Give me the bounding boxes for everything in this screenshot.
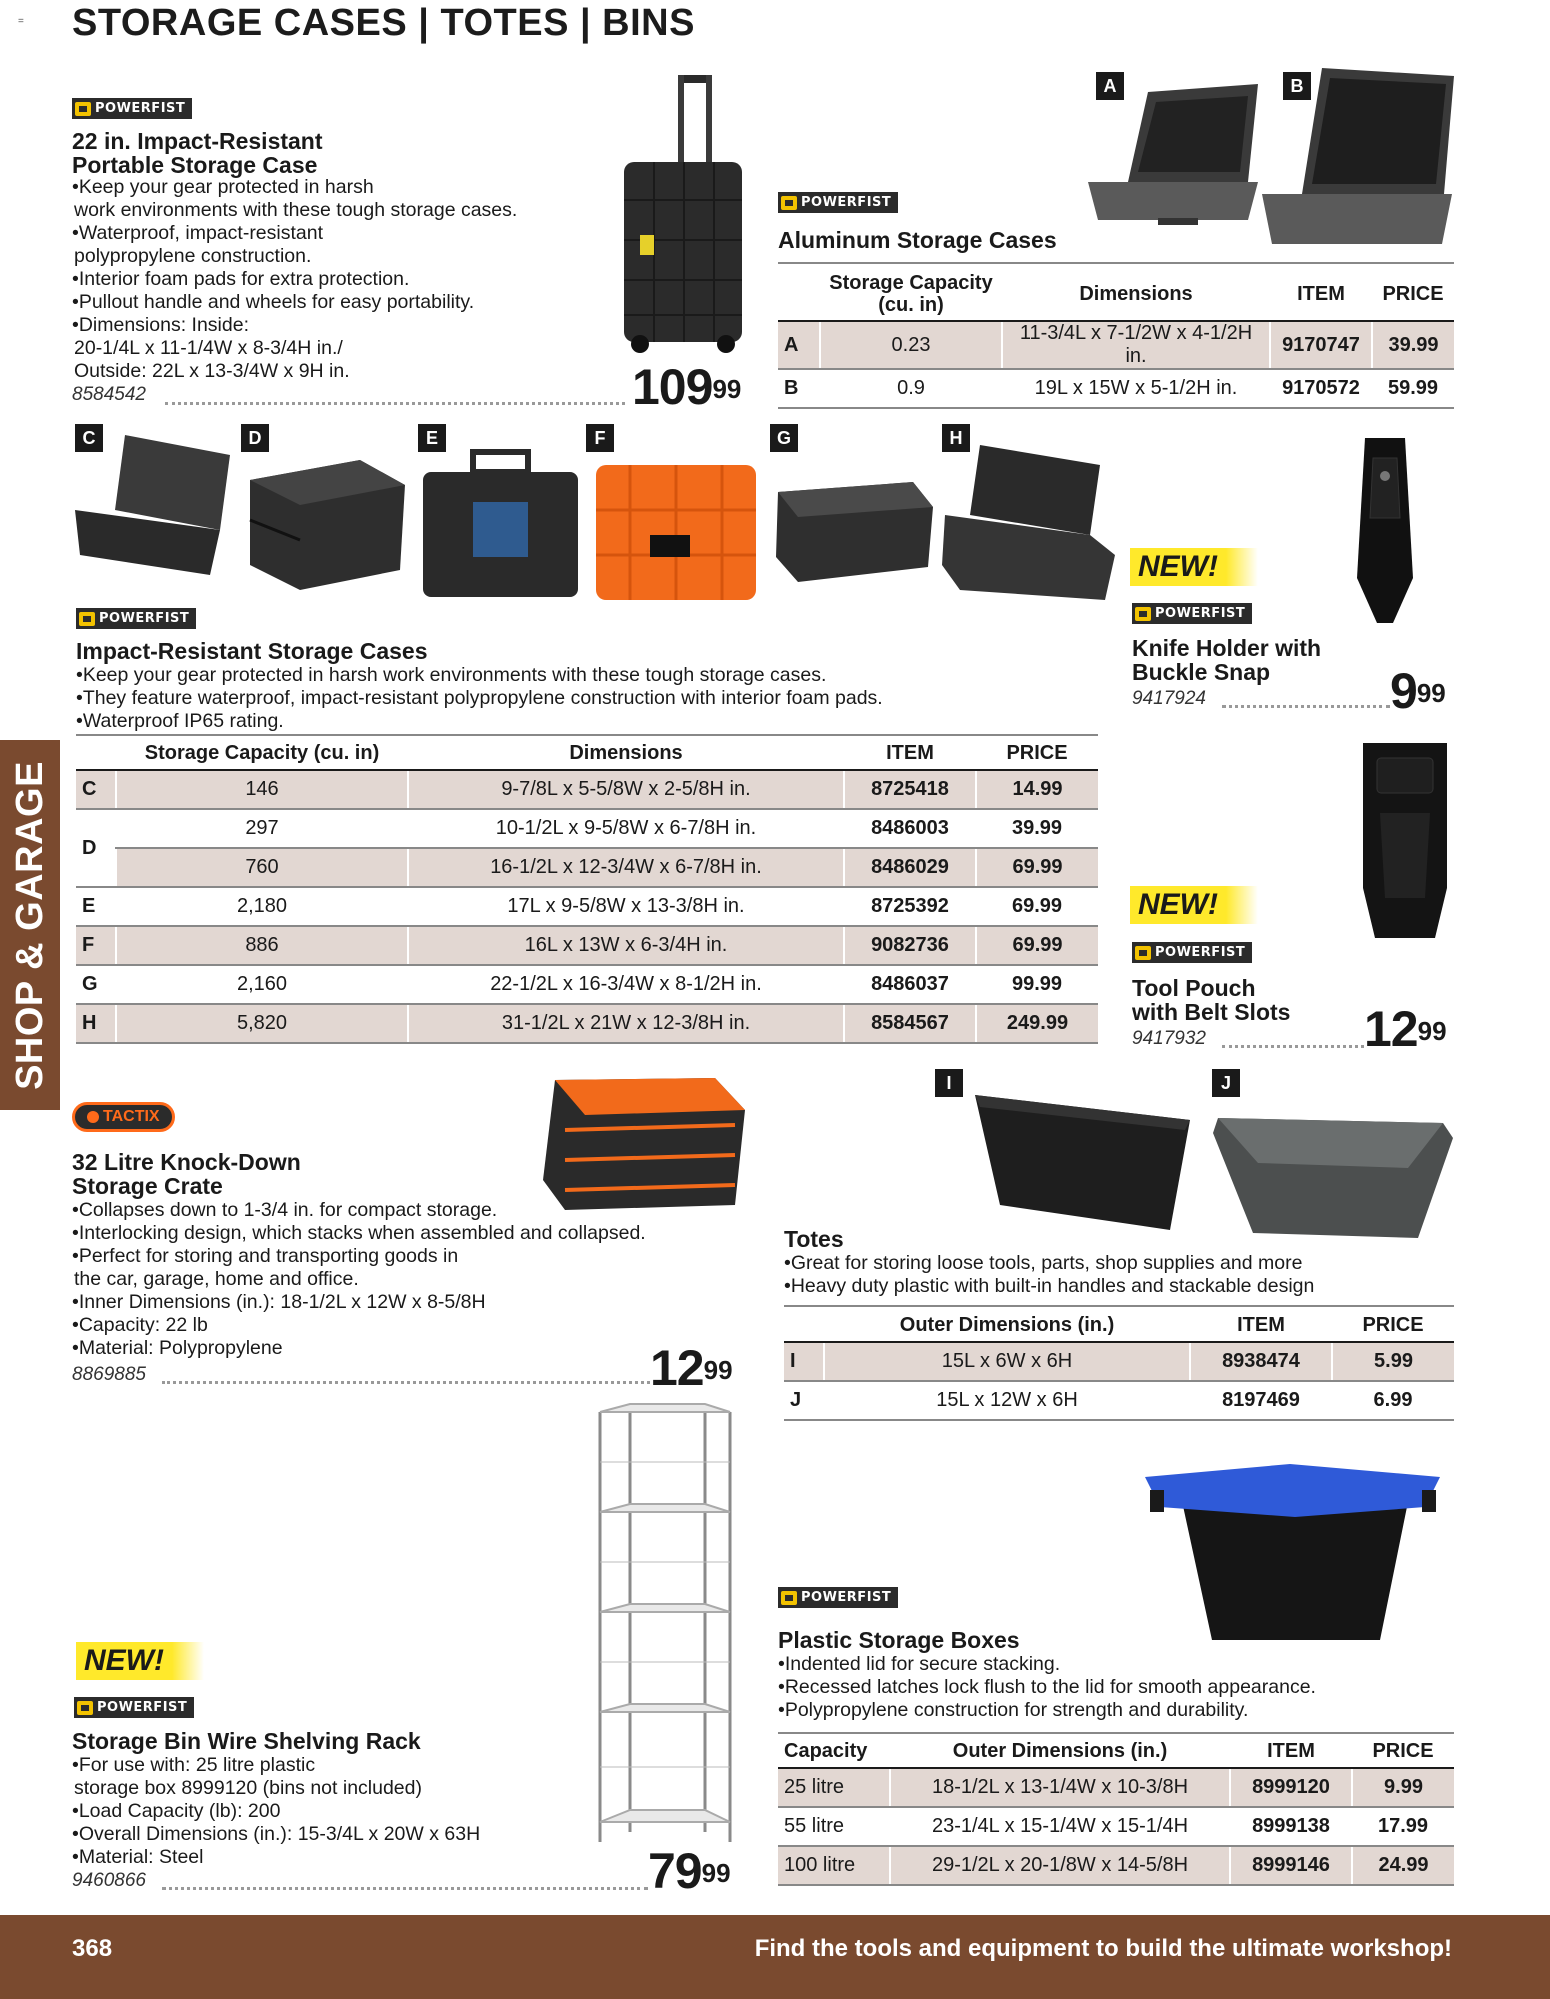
col-price: PRICE xyxy=(1332,1310,1454,1342)
table-row: G 2,160 22-1/2L x 16-3/4W x 8-1/2H in. 8486037 99.99 xyxy=(76,965,1098,1004)
col-price: PRICE xyxy=(1372,268,1454,321)
divider xyxy=(76,734,1098,736)
table-row: D 297 10-1/2L x 9-5/8W x 6-7/8H in. 8486003 39.99 xyxy=(76,809,1098,848)
rack-price: $79^{99}$ xyxy=(648,1843,731,1899)
boxes-table xyxy=(778,1736,1454,1886)
corner-mark: = xyxy=(18,16,24,27)
rack-bullets: •For use with: 25 litre plastic storage box 8999120 (bins not included) •Load Capacity (lb): 200 •Overall Dimensions (in.): 15-3/4L x 20W x 63H •Material: Steel xyxy=(72,1754,481,1868)
rolling-case-image xyxy=(618,70,748,355)
product-letter-c: C xyxy=(75,424,103,452)
knife-title: Knife Holder with Buckle Snap xyxy=(1132,635,1322,685)
col-item: ITEM xyxy=(844,738,976,770)
dot-leader xyxy=(162,1887,648,1890)
tote-j-image xyxy=(1208,1098,1458,1243)
product-letter-d: D xyxy=(241,424,269,452)
totes-bullets: •Great for storing loose tools, parts, shop supplies and more •Heavy duty plastic with built-in handles and stackable design xyxy=(784,1252,1315,1297)
product-letter-b: B xyxy=(1283,72,1311,100)
table-row: B 0.9 19L x 15W x 5-1/2H in. 9170572 59.99 xyxy=(778,369,1454,408)
page-number: 368 xyxy=(72,1935,113,1962)
col-dimensions: Outer Dimensions (in.) xyxy=(824,1310,1190,1342)
table-row: A 0.23 11-3/4L x 7-1/2W x 4-1/2H in. 9170747 39.99 xyxy=(778,321,1454,369)
col-price: PRICE xyxy=(1352,1736,1454,1768)
rack-sku: 9460866 xyxy=(72,1870,146,1891)
col-dimensions: Dimensions xyxy=(1002,268,1270,321)
table-row: 760 16-1/2L x 12-3/4W x 6-7/8H in. 8486029 69.99 xyxy=(76,848,1098,887)
col-price: PRICE xyxy=(976,738,1098,770)
table-row: 25 litre 18-1/2L x 13-1/4W x 10-3/8H 8999120 9.99 xyxy=(778,1768,1454,1807)
col-item: ITEM xyxy=(1190,1310,1332,1342)
powerfist-icon xyxy=(1135,946,1151,960)
table-row: J 15L x 12W x 6H 8197469 6.99 xyxy=(784,1381,1454,1420)
col-dimensions: Dimensions xyxy=(408,738,844,770)
dot-leader xyxy=(162,1381,650,1384)
side-tab-label: SHOP & GARAGE xyxy=(8,760,51,1090)
impact-table xyxy=(76,738,1098,1044)
crate-image xyxy=(535,1070,750,1215)
powerfist-logo: POWERFIST xyxy=(778,192,898,215)
impact-title: Impact-Resistant Storage Cases xyxy=(76,638,428,664)
new-badge: NEW! xyxy=(1130,548,1258,586)
crate-price: $12^{99}$ xyxy=(650,1340,733,1396)
dot-leader xyxy=(165,402,625,405)
powerfist-icon xyxy=(1135,607,1151,621)
table-row: E 2,180 17L x 9-5/8W x 13-3/8H in. 8725392 69.99 xyxy=(76,887,1098,926)
boxes-title: Plastic Storage Boxes xyxy=(778,1627,1020,1653)
new-badge: NEW! xyxy=(76,1642,204,1680)
powerfist-icon xyxy=(75,102,91,116)
pouch-title: Tool Pouch with Belt Slots xyxy=(1132,975,1291,1025)
rack-title: Storage Bin Wire Shelving Rack xyxy=(72,1728,421,1754)
col-capacity: Storage Capacity (cu. in) xyxy=(820,268,1002,321)
product-letter-e: E xyxy=(418,424,446,452)
product-letter-h: H xyxy=(942,424,970,452)
knife-price: $9^{99}$ xyxy=(1390,663,1446,719)
tactix-icon xyxy=(87,1111,99,1123)
table-row: F 886 16L x 13W x 6-3/4H in. 9082736 69.99 xyxy=(76,926,1098,965)
case22-bullets: •Keep your gear protected in harsh work environments with these tough storage cases. •Waterproof, impact-resistant polypropylene construction. •Interior foam pads for extra protection. •Pullout handle and wheels for easy portability. •Dimensions: Inside: 20-1/4L x 11-1/4W x 8-3/4H in./ Outside: 22L x 13-3/4W x 9H in. xyxy=(72,176,518,382)
tool-pouch-image xyxy=(1355,738,1455,958)
crate-bullets: •Collapses down to 1-3/4 in. for compact storage. •Interlocking design, which stacks when assembled and collapsed. •Perfect for storing and transporting goods in the car, garage, home and office. •Inner Dimensions (in.): 18-1/2L x 12W x 8-5/8H •Capacity: 22 lb •Material: Polypropylene xyxy=(72,1199,646,1359)
powerfist-logo: POWERFIST xyxy=(778,1587,898,1610)
powerfist-icon xyxy=(77,1701,93,1715)
dot-leader xyxy=(1222,1045,1364,1048)
aluminum-title: Aluminum Storage Cases xyxy=(778,227,1057,253)
case-h-image xyxy=(940,440,1120,605)
powerfist-logo: POWERFIST xyxy=(72,98,192,121)
powerfist-logo: POWERFIST xyxy=(74,1697,194,1720)
product-letter-j: J xyxy=(1212,1069,1240,1097)
product-letter-a: A xyxy=(1096,72,1124,100)
case-f-image xyxy=(590,440,762,605)
side-tab-label-wrap xyxy=(0,740,60,1110)
boxes-bullets: •Indented lid for secure stacking. •Recessed latches lock flush to the lid for smooth appearance. •Polypropylene construction for strength and durability. xyxy=(778,1653,1316,1721)
case22-title: 22 in. Impact-Resistant Portable Storage Case xyxy=(72,128,323,178)
crate-sku: 8869885 xyxy=(72,1364,146,1385)
col-dimensions: Outer Dimensions (in.) xyxy=(890,1736,1230,1768)
aluminum-table xyxy=(778,268,1454,409)
aluminum-case-a-image xyxy=(1088,72,1260,227)
storage-box-image xyxy=(1140,1462,1445,1647)
impact-bullets: •Keep your gear protected in harsh work environments with these tough storage cases. •They feature waterproof, impact-resistant polypropylene construction with interior foam pads. •Waterproof IP65 rating. xyxy=(76,664,883,732)
tactix-logo: TACTIX xyxy=(72,1102,175,1132)
knife-sku: 9417924 xyxy=(1132,688,1206,709)
dot-leader xyxy=(1222,705,1390,708)
table-row: C 146 9-7/8L x 5-5/8W x 2-5/8H in. 8725418 14.99 xyxy=(76,770,1098,809)
col-item: ITEM xyxy=(1270,268,1372,321)
product-letter-g: G xyxy=(770,424,798,452)
case-c-image xyxy=(70,430,235,580)
col-capacity: Capacity xyxy=(778,1736,890,1768)
col-capacity: Storage Capacity (cu. in) xyxy=(116,738,408,770)
case-g-image xyxy=(768,472,936,587)
footer-bar xyxy=(0,1915,1550,1999)
new-badge: NEW! xyxy=(1130,886,1258,924)
tote-i-image xyxy=(970,1085,1195,1235)
table-row: H 5,820 31-1/2L x 21W x 12-3/8H in. 8584567 249.99 xyxy=(76,1004,1098,1043)
table-row: 55 litre 23-1/4L x 15-1/4W x 15-1/4H 8999138 17.99 xyxy=(778,1807,1454,1846)
powerfist-icon xyxy=(781,196,797,210)
knife-holder-image xyxy=(1345,428,1425,628)
case22-price: $109^{99}$ xyxy=(632,359,742,415)
footer-tagline: Find the tools and equipment to build the ultimate workshop! xyxy=(754,1935,1452,1962)
pouch-price: $12^{99}$ xyxy=(1364,1001,1447,1057)
page-title: STORAGE CASES | TOTES | BINS xyxy=(72,2,695,44)
product-letter-i: I xyxy=(935,1069,963,1097)
totes-title: Totes xyxy=(784,1226,844,1252)
powerfist-logo: POWERFIST xyxy=(1132,942,1252,965)
aluminum-case-b-image xyxy=(1262,64,1457,254)
divider xyxy=(778,1732,1454,1734)
table-row: I 15L x 6W x 6H 8938474 5.99 xyxy=(784,1342,1454,1381)
pouch-sku: 9417932 xyxy=(1132,1028,1206,1049)
product-letter-f: F xyxy=(586,424,614,452)
powerfist-logo: POWERFIST xyxy=(76,608,196,631)
case22-sku: 8584542 xyxy=(72,384,146,405)
totes-table xyxy=(784,1310,1454,1421)
case-e-image xyxy=(418,442,583,602)
col-item: ITEM xyxy=(1230,1736,1352,1768)
crate-title: 32 Litre Knock-Down Storage Crate xyxy=(72,1149,301,1199)
divider xyxy=(784,1305,1454,1307)
powerfist-logo: POWERFIST xyxy=(1132,603,1252,626)
table-row: 100 litre 29-1/2L x 20-1/8W x 14-5/8H 8999146 24.99 xyxy=(778,1846,1454,1885)
divider xyxy=(778,262,1454,264)
powerfist-icon xyxy=(781,1591,797,1605)
case-d-image xyxy=(240,450,410,595)
powerfist-icon xyxy=(79,612,95,626)
